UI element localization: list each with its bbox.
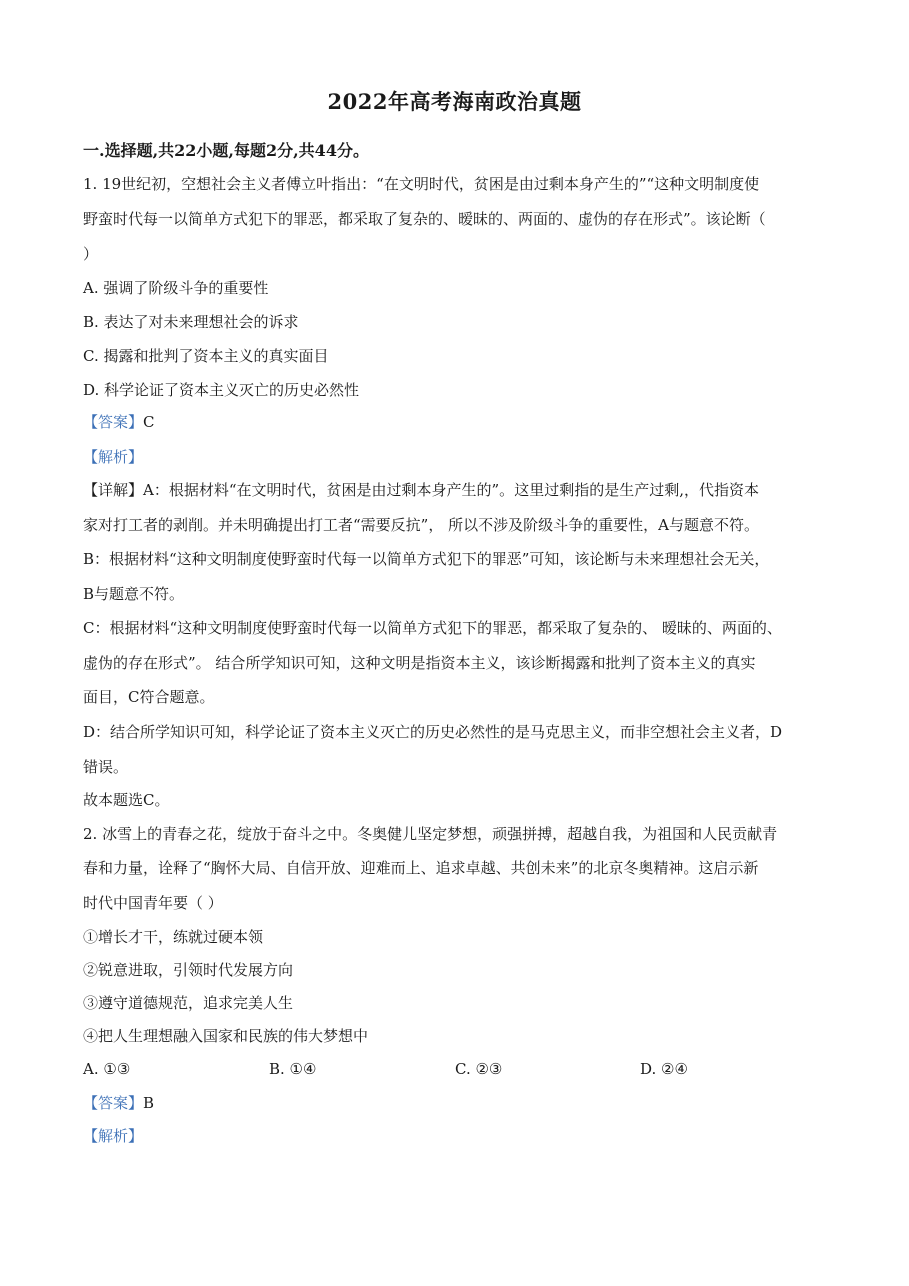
q2-analysis-label: 【解析】 xyxy=(83,1127,144,1145)
q2-item-1: ①增长才干，练就过硬本领 xyxy=(83,928,264,946)
q1-option-a: A. 强调了阶级斗争的重要性 xyxy=(83,279,269,297)
q1-detail-line: 家对打工者的剥削。并未明确提出打工者“需要反抗”， 所以不涉及阶级斗争的重要性，A与题意不符。 xyxy=(83,516,759,534)
q2-option-b: B. ①④ xyxy=(269,1060,317,1078)
q2-stem-line: 时代中国青年要（ ） xyxy=(83,894,223,912)
page-title: 2022年高考海南政治真题 xyxy=(327,89,582,114)
q2-option-a: A. ①③ xyxy=(83,1060,131,1078)
q1-detail-line: 面目，C符合题意。 xyxy=(83,688,215,706)
q2-option-d: D. ②④ xyxy=(640,1060,688,1078)
q1-option-d: D. 科学论证了资本主义灭亡的历史必然性 xyxy=(83,381,360,399)
q2-answer xyxy=(83,1092,843,1114)
q1-answer xyxy=(83,411,843,433)
answer-label: 【答案】 xyxy=(83,413,144,431)
detail-text: A：根据材料“在文明时代，贫困是由过剩本身产生的”。这里过剩指的是生产过剩,，代指资本 xyxy=(143,481,759,499)
q2-stem-line: 春和力量，诠释了“胸怀大局、自信开放、迎难而上、追求卓越、共创未来”的北京冬奥精神。这启示新 xyxy=(83,859,759,877)
q1-conclusion: 故本题选C。 xyxy=(83,791,170,809)
q1-stem-line: 1. 19世纪初，空想社会主义者傅立叶指出：“在文明时代，贫困是由过剩本身产生的”“这种文明制度使 xyxy=(83,175,760,193)
q1-detail-line: D：结合所学知识可知，科学论证了资本主义灭亡的历史必然性的是马克思主义，而非空想社会主义者，D xyxy=(83,723,783,741)
q2-stem-line: 2. 冰雪上的青春之花，绽放于奋斗之中。冬奥健儿坚定梦想，顽强拼搏，超越自我，为祖国和人民贡献青 xyxy=(83,825,778,843)
detail-label: 【详解】 xyxy=(83,481,144,499)
q2-item-2: ②锐意进取，引领时代发展方向 xyxy=(83,961,294,979)
q1-stem-line: 野蛮时代每一以简单方式犯下的罪恶，都采取了复杂的、暧昧的、两面的、虚伪的存在形式”。该论断（ xyxy=(83,210,766,228)
q1-option-b: B. 表达了对未来理想社会的诉求 xyxy=(83,313,299,331)
section-heading: 一.选择题,共22小题,每题2分,共44分。 xyxy=(83,141,369,160)
answer-value: B xyxy=(143,1094,155,1112)
q1-analysis-label: 【解析】 xyxy=(83,448,144,466)
q1-detail-line: B：根据材料“这种文明制度使野蛮时代每一以简单方式犯下的罪恶”可知，该论断与未来理想社会无关， xyxy=(83,550,770,568)
q1-option-c: C. 揭露和批判了资本主义的真实面目 xyxy=(83,347,329,365)
q1-detail-line: B与题意不符。 xyxy=(83,585,185,603)
q2-option-c: C. ②③ xyxy=(455,1060,503,1078)
q2-item-4: ④把人生理想融入国家和民族的伟大梦想中 xyxy=(83,1027,369,1045)
q1-detail-line: C：根据材料“这种文明制度使野蛮时代每一以简单方式犯下的罪恶，都采取了复杂的、 暧昧的、两面的、 xyxy=(83,619,782,637)
answer-value: C xyxy=(143,413,155,431)
q1-detail-line: 错误。 xyxy=(83,758,129,776)
q1-stem-line: ） xyxy=(83,245,99,263)
q2-item-3: ③遵守道德规范，追求完美人生 xyxy=(83,994,294,1012)
q1-detail-line xyxy=(83,479,843,501)
answer-label: 【答案】 xyxy=(83,1094,144,1112)
q1-detail-line: 虚伪的存在形式”。 结合所学知识可知，这种文明是指资本主义，该诊断揭露和批判了资本主义的真实 xyxy=(83,654,756,672)
